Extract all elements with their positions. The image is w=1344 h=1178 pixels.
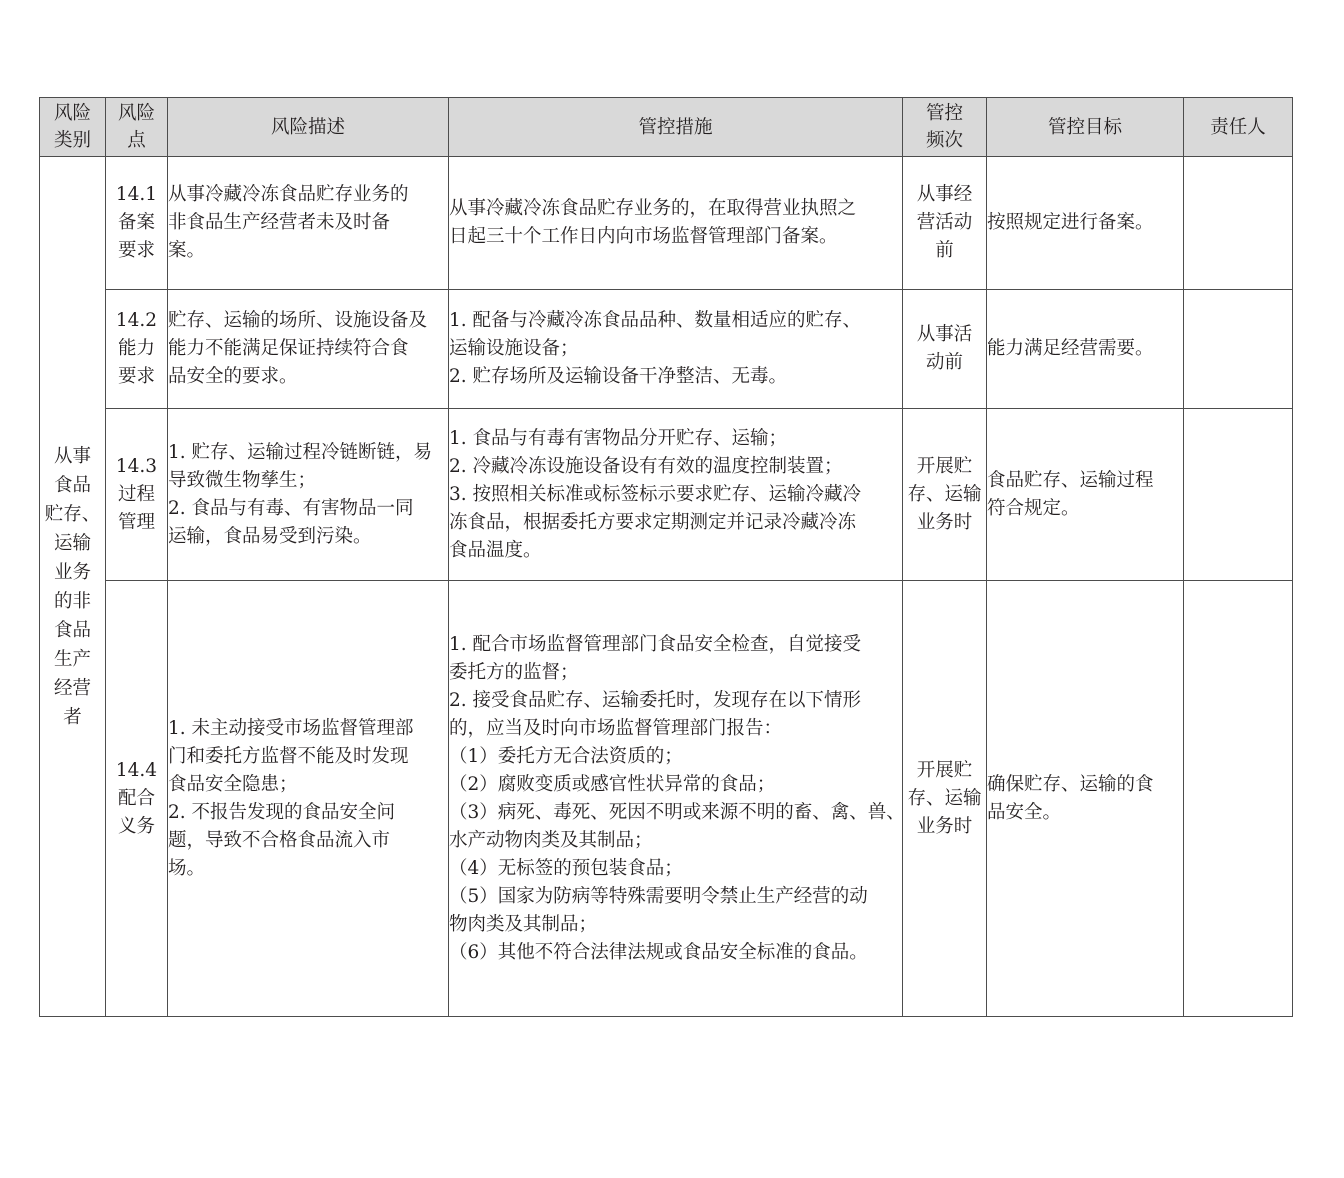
control-goal-cell: 食品贮存、运输过程 符合规定。 (987, 409, 1184, 581)
risk-point-cell: 14.3 过程 管理 (106, 409, 168, 581)
control-goal-cell: 确保贮存、运输的食 品安全。 (987, 581, 1184, 1017)
header-risk-point: 风险 点 (106, 98, 168, 157)
risk-description-cell: 1. 贮存、运输过程冷链断链，易 导致微生物孳生； 2. 食品与有毒、有害物品一同 运输，食品易受到污染。 (168, 409, 449, 581)
table-row (40, 290, 1293, 409)
header-risk-category: 风险 类别 (40, 98, 106, 157)
control-goal-cell: 能力满足经营需要。 (987, 290, 1184, 409)
table-row (40, 581, 1293, 1017)
owner-cell (1184, 290, 1293, 409)
owner-cell (1184, 157, 1293, 290)
owner-cell (1184, 409, 1293, 581)
risk-category-cell: 从事 食品 贮存、 运输 业务 的非 食品 生产 经营 者 (40, 157, 106, 1017)
header-control-frequency: 管控 频次 (903, 98, 987, 157)
control-measures-cell: 1. 食品与有毒有害物品分开贮存、运输； 2. 冷藏冷冻设施设备设有有效的温度控制装置； 3. 按照相关标准或标签标示要求贮存、运输冷藏冷 冻食品，根据委托方要求定期测定并记录冷藏冷冻 食品温度。 (449, 409, 903, 581)
risk-description-cell: 1. 未主动接受市场监督管理部 门和委托方监督不能及时发现 食品安全隐患； 2. 不报告发现的食品安全问 题，导致不合格食品流入市 场。 (168, 581, 449, 1017)
risk-control-table (39, 97, 1293, 1017)
table-row (40, 409, 1293, 581)
header-control-measures: 管控措施 (449, 98, 903, 157)
header-row (40, 98, 1293, 157)
control-frequency-cell: 开展贮 存、运输 业务时 (903, 581, 987, 1017)
header-risk-description: 风险描述 (168, 98, 449, 157)
control-frequency-cell: 从事经 营活动 前 (903, 157, 987, 290)
header-control-goal: 管控目标 (987, 98, 1184, 157)
control-frequency-cell: 从事活 动前 (903, 290, 987, 409)
control-frequency-cell: 开展贮 存、运输 业务时 (903, 409, 987, 581)
risk-point-cell: 14.1 备案 要求 (106, 157, 168, 290)
risk-description-cell: 贮存、运输的场所、设施设备及 能力不能满足保证持续符合食 品安全的要求。 (168, 290, 449, 409)
control-goal-cell: 按照规定进行备案。 (987, 157, 1184, 290)
risk-description-cell: 从事冷藏冷冻食品贮存业务的 非食品生产经营者未及时备 案。 (168, 157, 449, 290)
header-owner: 责任人 (1184, 98, 1293, 157)
control-measures-cell: 1. 配合市场监督管理部门食品安全检查，自觉接受 委托方的监督； 2. 接受食品贮存、运输委托时，发现存在以下情形 的，应当及时向市场监督管理部门报告： （1）委托方无合法资质的； （2）腐败变质或感官性状异常的食品； （3）病死、毒死、死因不明或来源不明的畜、禽、兽、 水产动物肉类及其制品； （4）无标签的预包装食品； （5）国家为防病等特殊需要明令禁止生产经营的动 物肉类及其制品； （6）其他不符合法律法规或食品安全标准的食品。 (449, 581, 903, 1017)
control-measures-cell: 1. 配备与冷藏冷冻食品品种、数量相适应的贮存、 运输设施设备； 2. 贮存场所及运输设备干净整洁、无毒。 (449, 290, 903, 409)
owner-cell (1184, 581, 1293, 1017)
risk-point-cell: 14.4 配合 义务 (106, 581, 168, 1017)
control-measures-cell: 从事冷藏冷冻食品贮存业务的，在取得营业执照之 日起三十个工作日内向市场监督管理部门备案。 (449, 157, 903, 290)
risk-point-cell: 14.2 能力 要求 (106, 290, 168, 409)
table-row (40, 157, 1293, 290)
